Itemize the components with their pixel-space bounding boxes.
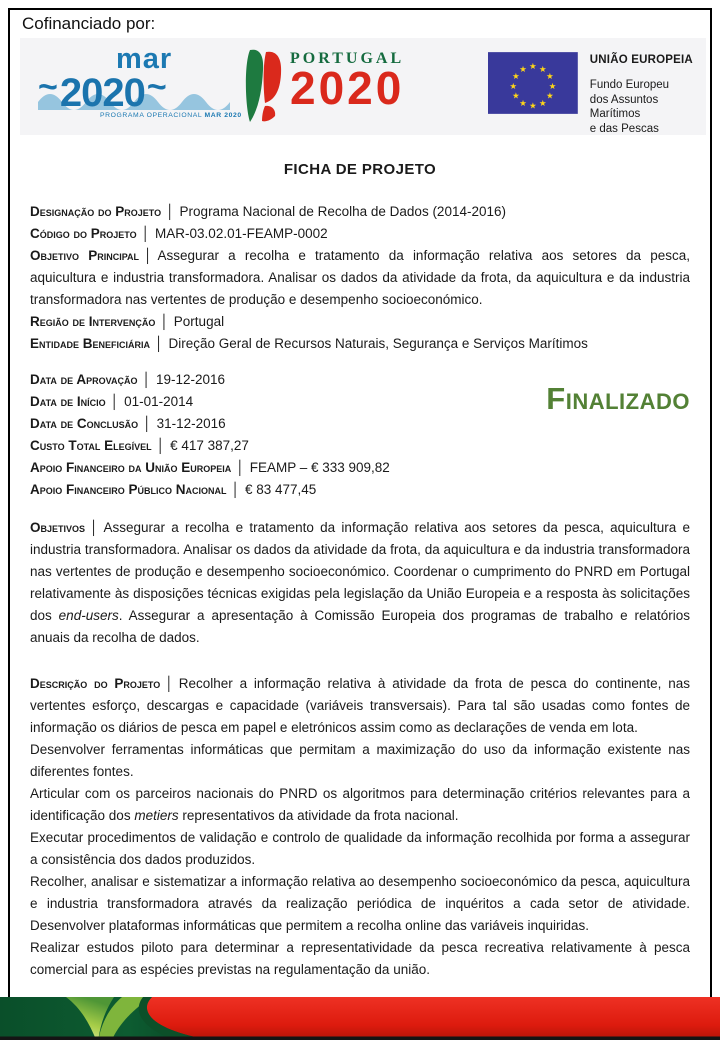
svg-text:★: ★ [529, 100, 537, 111]
field-value: € 417 387,27 [170, 438, 249, 453]
eu-logo [488, 50, 704, 136]
paragraph-descricao-5 [30, 871, 690, 937]
field-separator: │ [160, 314, 169, 329]
field-codigo [30, 223, 690, 245]
eu-fund-line: Fundo Europeu [589, 79, 670, 91]
field-value: 31-12-2016 [156, 416, 226, 431]
field-separator: │ [156, 438, 166, 453]
paragraph-objetivos [30, 517, 690, 649]
status-badge: Finalizado [546, 381, 690, 416]
mar2020-logo [38, 43, 242, 132]
paragraph-descricao-1 [30, 673, 690, 739]
field-label: Data de Início [30, 394, 106, 409]
portugal2020-flag-icon [242, 48, 282, 124]
italic-term: metiers [134, 808, 179, 823]
field-label: Apoio Financeiro da União Europeia [30, 460, 232, 475]
eu-fund-line: e das Pescas [589, 122, 659, 135]
field-value: . Assegurar a apresentação à Comissão Europeia dos programas de trabalho e relatórios anuais da recolha de dados. [30, 608, 690, 645]
eu-fund-description [590, 78, 704, 136]
portugal2020-country: PORTUGAL [290, 50, 405, 67]
field-value: € 83 477,45 [244, 482, 317, 497]
field-value: Direção Geral de Recursos Naturais, Segurança e Serviços Marítimos [168, 336, 588, 351]
field-regiao [30, 311, 690, 333]
field-separator: │ [143, 416, 152, 431]
field-separator: │ [155, 336, 164, 351]
field-label: Objetivos [30, 520, 86, 535]
svg-text:★: ★ [509, 80, 518, 91]
mar2020-right-wave: ~ [146, 68, 167, 106]
svg-text:★: ★ [546, 90, 554, 101]
mar2020-tagline-bold: MAR 2020 [204, 112, 242, 119]
field-value: 19-12-2016 [155, 372, 225, 387]
field-value: Programa Nacional de Recolha de Dados (2014-2016) [179, 204, 506, 219]
svg-text:★: ★ [529, 61, 537, 72]
field-value: Realizar estudos piloto para determinar a representatividade da pesca recreativa relativamente à pesca comercial para as espécies previstas na regulamentação da união. [30, 940, 690, 977]
document-body [30, 135, 690, 981]
mar2020-left-wave: ~ [38, 68, 58, 106]
field-label: Apoio Financeiro Público Nacional [30, 482, 227, 497]
svg-text:★: ★ [512, 90, 520, 101]
field-label: Custo Total Elegível [30, 438, 152, 453]
field-label: Região de Intervenção [30, 314, 156, 329]
eu-flag-icon [488, 50, 578, 116]
field-designacao [30, 201, 690, 223]
field-separator: │ [166, 204, 175, 219]
field-label: Data de Aprovação [30, 372, 138, 387]
field-separator: │ [141, 226, 151, 241]
mar2020-year: 2020 [59, 71, 145, 115]
mar2020-wordmark: mar [116, 43, 173, 75]
svg-text:★: ★ [512, 70, 520, 81]
details-block [30, 369, 690, 501]
portugal2020-logo [242, 46, 462, 130]
field-value: 01-01-2014 [124, 394, 194, 409]
descricao-block [30, 673, 690, 981]
field-value: Assegurar a recolha e tratamento da informação relativa aos setores da pesca, aquicultura e industria transformadora. Analisar os dados da atividade da frota, da aquicultura e da industria transformadora nas vertentes de produção e desempenho socioeconómico. Coordenar o cumprimento do PNRD em Portugal relativamente às disposições técnicas exigidas pela legislação da União Europeia e a resposta às solicitações dos [30, 520, 690, 623]
mar2020-tagline-prefix: PROGRAMA OPERACIONAL [100, 112, 203, 119]
portugal2020-year: 2020 [290, 62, 405, 114]
field-value: FEAMP – € 333 909,82 [249, 460, 390, 475]
svg-text:★: ★ [548, 80, 557, 91]
field-separator: │ [142, 372, 151, 387]
paragraph-descricao-3 [30, 783, 690, 827]
field-value: Articular com os parceiros nacionais do PNRD os algoritmos para determinação critérios relevantes para a identificação dos [30, 786, 690, 823]
objetivos-block [30, 517, 690, 649]
field-custo-total [30, 435, 690, 457]
field-label: Data de Conclusão [30, 416, 139, 431]
field-value: Recolher, analisar e sistematizar a informação relativa ao desempenho socioeconómico da pesca, aquicultura e industria transformadora através da realização periódica de inquéritos a cada setor de atividade. Desenvolver plataformas informáticas que permitem a recolha online das variáveis inquiridas. [30, 874, 690, 933]
field-value: Desenvolver ferramentas informáticas que permitam a maximização do uso da informação existente nas diferentes fontes. [30, 742, 690, 779]
cofinanced-label: Cofinanciado por: [22, 14, 156, 33]
field-separator: │ [231, 482, 240, 497]
field-label: Código do Projeto [30, 226, 137, 241]
field-separator: │ [90, 520, 99, 535]
field-separator: │ [110, 394, 120, 409]
field-value: Assegurar a recolha e tratamento da informação relativa aos setores da pesca, aquicultura e industria transformadora. Analisar os dados da atividade da frota, da aquicultura e da industria transformadora nas vertentes de produção e desempenho socioeconómico. [30, 248, 690, 307]
svg-text:★: ★ [538, 63, 547, 74]
field-objetivo-principal [30, 245, 690, 311]
identification-block [30, 201, 690, 355]
field-value: Executar procedimentos de validação e controlo de qualidade da informação recolhida por forma a assegurar a consistência dos dados produzidos. [30, 830, 690, 867]
svg-text:★: ★ [519, 97, 527, 108]
svg-text:★: ★ [538, 97, 547, 108]
field-separator: │ [236, 460, 245, 475]
field-value: representativos da atividade da frota nacional. [178, 808, 459, 823]
field-label: Descrição do Projeto [30, 676, 161, 691]
paragraph-descricao-4 [30, 827, 690, 871]
page-title: FICHA DE PROJETO [283, 161, 437, 178]
field-apoio-ue [30, 457, 690, 479]
svg-text:★: ★ [546, 70, 554, 81]
svg-text:★: ★ [519, 63, 527, 74]
field-apoio-nacional [30, 479, 690, 501]
field-value: Portugal [173, 314, 225, 329]
footer-ribbon [0, 997, 720, 1040]
field-separator: │ [144, 248, 153, 263]
field-value: MAR-03.02.01-FEAMP-0002 [155, 226, 328, 241]
eu-fund-line: dos Assuntos Marítimos [589, 93, 659, 120]
field-separator: │ [165, 676, 174, 691]
field-label: Objetivo Principal [30, 248, 140, 263]
field-entidade [30, 333, 690, 355]
paragraph-descricao-6 [30, 937, 690, 981]
field-value: Recolher a informação relativa à atividade da frota de pesca do continente, nas vertentes esforço, descargas e capacidade (variáveis transversais). Para tal são usadas como fontes de informação os diários de pesca em papel e eletrónicos assim como as declarações de venda em lota. [30, 676, 691, 735]
paragraph-descricao-2 [30, 739, 690, 783]
logo-strip [20, 38, 706, 135]
field-label: Designação do Projeto [30, 204, 162, 219]
field-label: Entidade Beneficiária [30, 336, 151, 351]
italic-term: end-users [58, 608, 119, 623]
field-data-conclusao [30, 413, 690, 435]
eu-name: UNIÃO EUROPEIA [589, 54, 693, 66]
